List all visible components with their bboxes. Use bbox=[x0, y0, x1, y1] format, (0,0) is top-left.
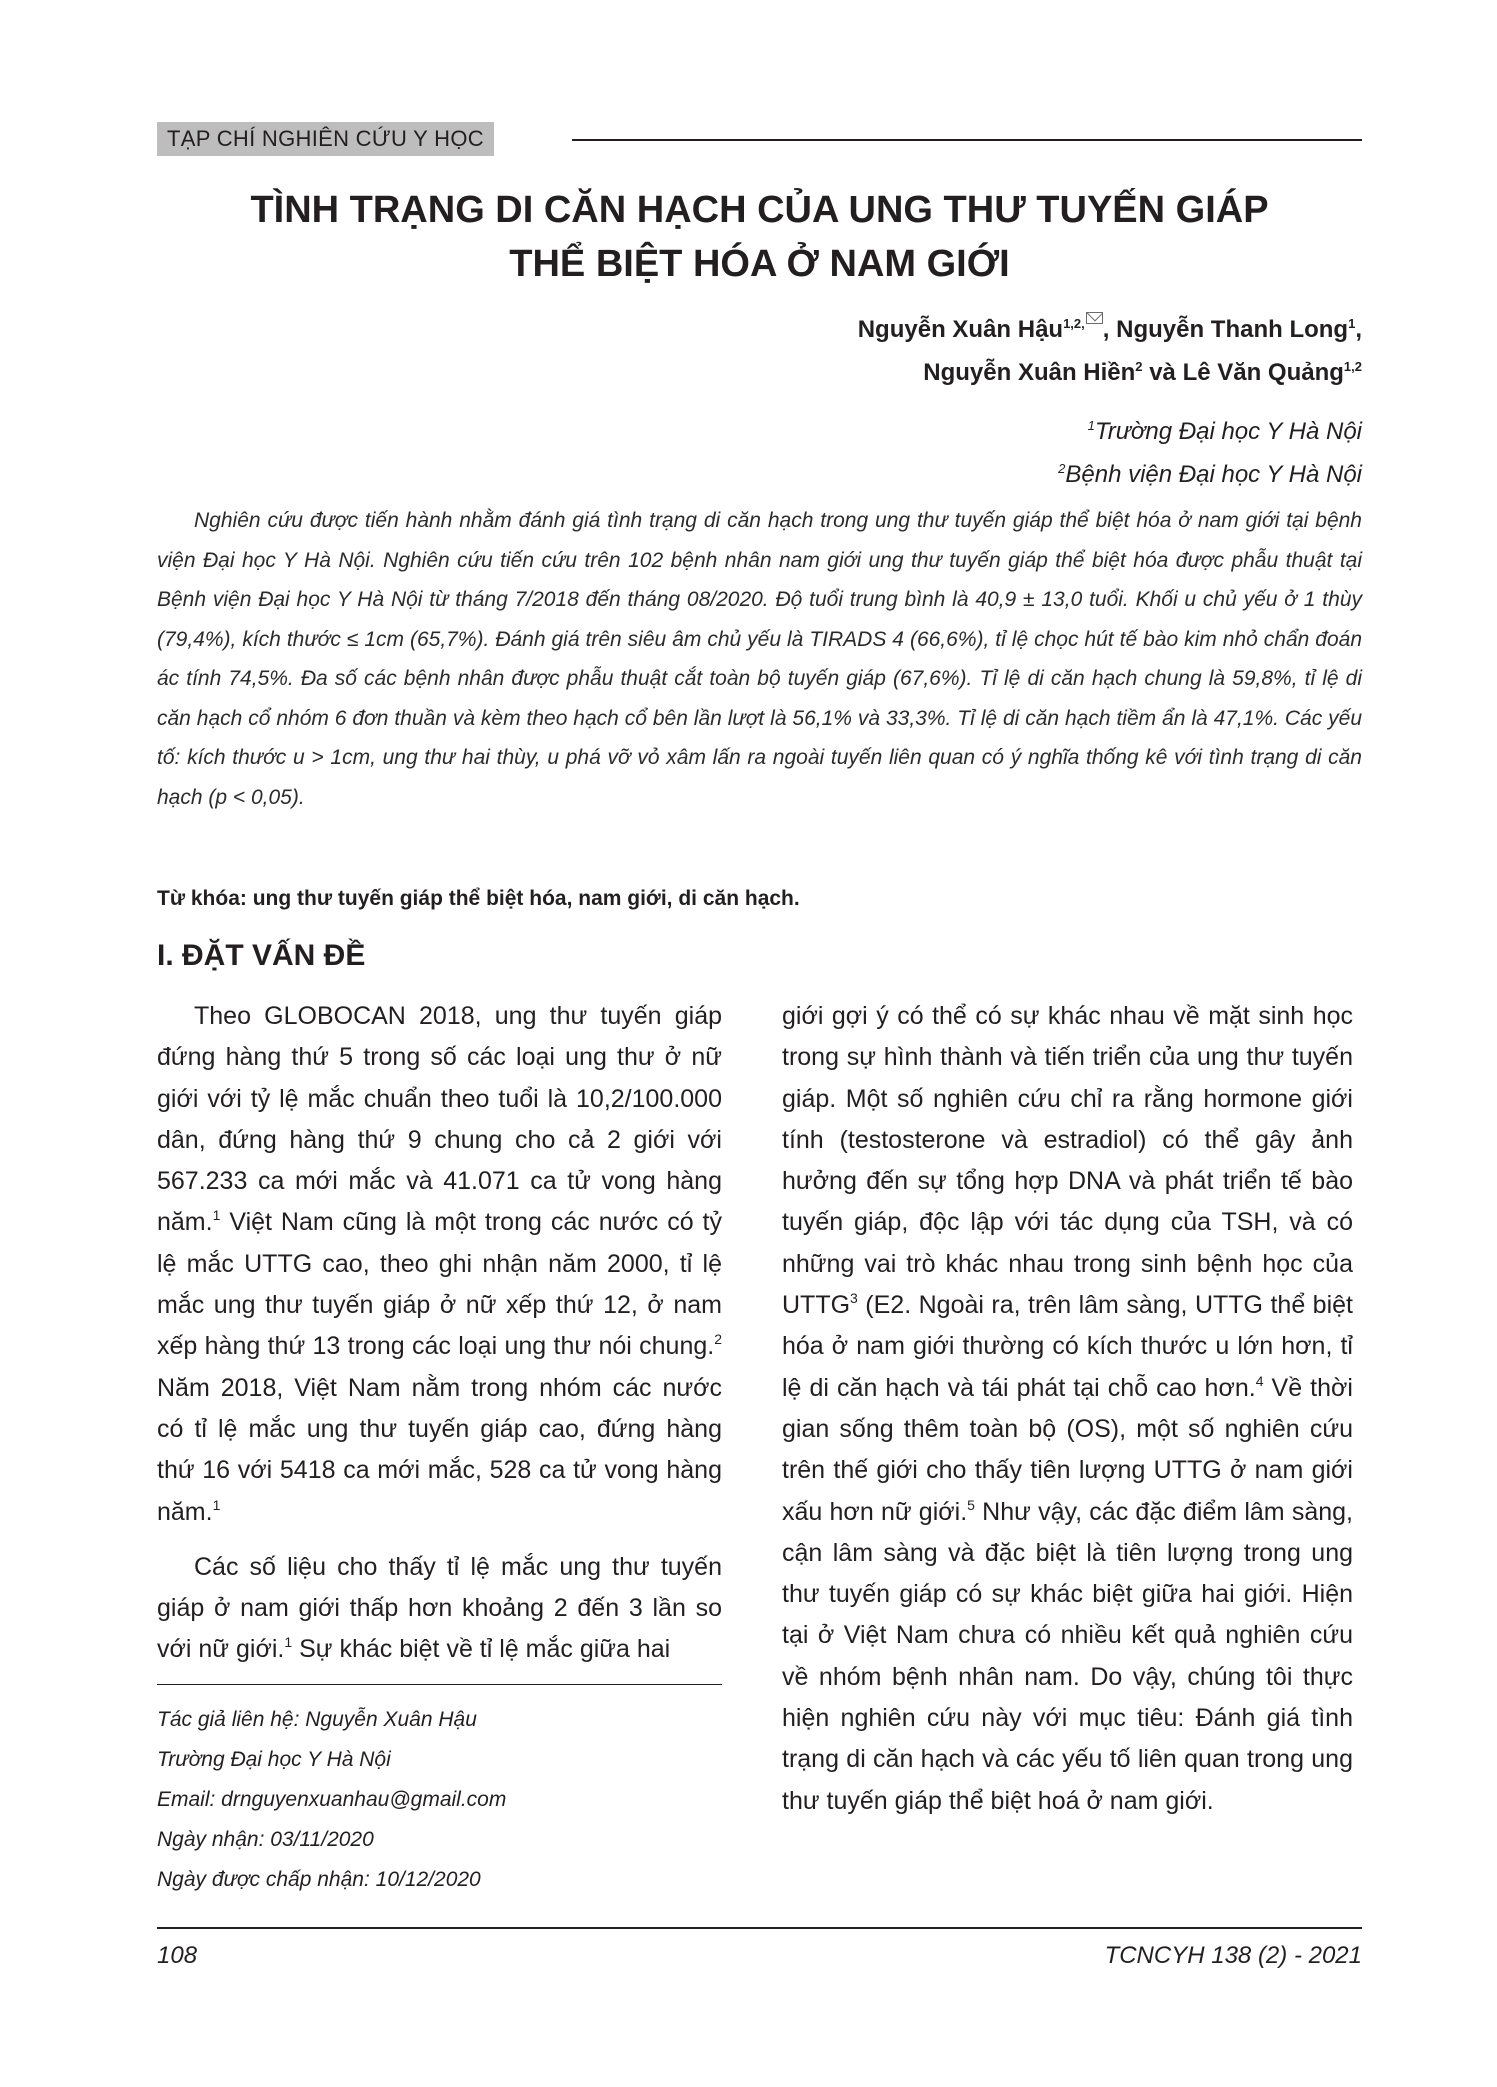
author-separator: và bbox=[1142, 359, 1183, 386]
author-line-2 bbox=[858, 351, 1362, 394]
author-name: Nguyễn Xuân Hiền bbox=[923, 359, 1136, 386]
corresponding-institution: Trường Đại học Y Hà Nội bbox=[157, 1748, 391, 1771]
affiliation-1: $^1$Trường Đại học Y Hà Nội bbox=[1087, 418, 1362, 445]
body-right-column bbox=[782, 996, 1353, 1822]
section-heading: I. ĐẶT VẤN ĐỀ bbox=[157, 939, 366, 972]
author-affil-sup: 2 bbox=[1135, 359, 1143, 374]
author-affil-sup: 1,2 bbox=[1343, 359, 1362, 374]
keywords: Từ khóa: ung thư tuyến giáp thể biệt hóa, nam giới, di căn hạch. bbox=[157, 887, 800, 910]
citation-ref: 5 bbox=[967, 1496, 975, 1513]
citation-ref: 2 bbox=[714, 1331, 722, 1348]
correspondence-footnote bbox=[157, 1700, 722, 1900]
body-paragraph: Các số liệu cho thấy tỉ lệ mắc ung thư tuyến giáp ở nam giới thấp hơn khoảng 2 đến 3 lần so với nữ giới.$^1$ Sự khác biệt về tỉ lệ mắc giữa hai bbox=[157, 1552, 722, 1664]
author-affil-sup: 1 bbox=[1348, 316, 1356, 331]
journal-issue: TCNCYH 138 (2) - 2021 bbox=[1104, 1942, 1362, 1969]
author-separator: , bbox=[1355, 316, 1362, 343]
author-name: Lê Văn Quảng bbox=[1182, 359, 1344, 386]
author-line-1 bbox=[858, 308, 1362, 351]
title-line-1: TÌNH TRẠNG DI CĂN HẠCH CỦA UNG THƯ TUYẾN GIÁP bbox=[250, 189, 1269, 231]
body-paragraph: Theo GLOBOCAN 2018, ung thư tuyến giáp đứng hàng thứ 5 trong số các loại ung thư ở nữ giới với tỷ lệ mắc chuẩn theo tuổi là 10,2/100.000 dân, đứng hàng thứ 9 chung cho cả 2 giới với 567.233 ca mới mắc và 41.071 ca tử vong hàng năm.$^1$ Việt Nam cũng là một trong các nước có tỷ lệ mắc UTTG cao, theo ghi nhận năm 2000, tỉ lệ mắc ung thư tuyến giáp ở nữ xếp thứ 12, ở nam xếp hàng thứ 13 trong các loại ung thư nói chung.$^2$ Năm 2018, Việt Nam nằm trong nhóm các nước có tỉ lệ mắc ung thư tuyến giáp cao, đứng hàng thứ 16 với 5418 ca mới mắc, 528 ca tử vong hàng năm.$^1$ bbox=[157, 1002, 722, 1526]
author-name: Nguyễn Xuân Hậu bbox=[857, 316, 1064, 343]
page-number: 108 bbox=[157, 1942, 198, 1969]
citation-ref: 1 bbox=[212, 1207, 221, 1224]
title-line-2: THỂ BIỆT HÓA Ở NAM GIỚI bbox=[509, 243, 1010, 285]
abstract: Nghiên cứu được tiến hành nhằm đánh giá tình trạng di căn hạch trong ung thư tuyến giáp thể biệt hóa ở nam giới tại bệnh viện Đại học Y Hà Nội. Nghiên cứu tiến cứu trên 102 bệnh nhân nam giới ung thư tuyến giáp thể biệt hóa được phẫu thuật tại Bệnh viện Đại học Y Hà Nội từ tháng 7/2018 đến tháng 08/2020. Độ tuổi trung bình là 40,9 ± 13,0 tuổi. Khối u chủ yếu ở 1 thùy (79,4%), kích thước ≤ 1cm (65,7%). Đánh giá trên siêu âm chủ yếu là TIRADS 4 (66,6%), tỉ lệ chọc hút tế bào kim nhỏ chẩn đoán ác tính 74,5%. Đa số các bệnh nhân được phẫu thuật cắt toàn bộ tuyến giáp (67,6%). Tỉ lệ di căn hạch chung là 59,8%, tỉ lệ di căn hạch cổ nhóm 6 đơn thuần và kèm theo hạch cổ bên lần lượt là 56,1% và 33,3%. Tỉ lệ di căn hạch tiềm ẩn là 47,1%. Các yếu tố: kích thước u > 1cm, ung thư hai thùy, u phá vỡ vỏ xâm lấn ra ngoài tuyến liên quan có ý nghĩa thống kê với tình trạng di căn hạch (p < 0,05). bbox=[157, 509, 1362, 809]
citation-ref: 1 bbox=[212, 1496, 221, 1513]
header-rule bbox=[572, 139, 1362, 141]
footer-rule bbox=[157, 1927, 1362, 1929]
author-name: Nguyễn Thanh Long bbox=[1116, 316, 1349, 343]
corresponding-email: Email: drnguyenxuanhau@gmail.com bbox=[157, 1788, 507, 1811]
citation-ref: 3 bbox=[850, 1290, 858, 1307]
received-date: Ngày nhận: 03/11/2020 bbox=[157, 1828, 374, 1851]
affiliation-2: $^2$Bệnh viện Đại học Y Hà Nội bbox=[1058, 461, 1362, 488]
affiliation-list bbox=[1058, 410, 1362, 496]
journal-name: TẠP CHÍ NGHIÊN CỨU Y HỌC bbox=[157, 122, 494, 156]
article-title bbox=[157, 183, 1362, 291]
envelope-icon bbox=[1086, 312, 1103, 324]
body-left-column bbox=[157, 996, 722, 1685]
citation-ref: 4 bbox=[1255, 1372, 1264, 1389]
corresponding-author: Tác giả liên hệ: Nguyễn Xuân Hậu bbox=[157, 1708, 477, 1731]
footnote-rule bbox=[157, 1684, 722, 1685]
accepted-date: Ngày được chấp nhận: 10/12/2020 bbox=[157, 1868, 481, 1891]
journal-header bbox=[157, 122, 1362, 156]
author-affil-sup: 1,2, bbox=[1063, 316, 1085, 331]
author-separator: , bbox=[1102, 316, 1117, 343]
citation-ref: 1 bbox=[284, 1634, 293, 1651]
author-list bbox=[858, 308, 1362, 394]
body-paragraph: giới gợi ý có thể có sự khác nhau về mặt sinh học trong sự hình thành và tiến triển của ung thư tuyến giáp. Một số nghiên cứu chỉ ra rằng hormone giới tính (testosterone và estradiol) có thể gây ảnh hưởng đến sự tổng hợp DNA và phát triển tế bào tuyến giáp, độc lập với tác dụng của TSH, và có những vai trò khác nhau trong sinh bệnh học của UTTG$^3$ (E2. Ngoài ra, trên lâm sàng, UTTG thể biệt hóa ở nam giới thường có kích thước u lớn hơn, tỉ lệ di căn hạch và tái phát tại chỗ cao hơn.$^4$ Về thời gian sống thêm toàn bộ (OS), một số nghiên cứu trên thế giới cho thấy tiên lượng UTTG ở nam giới xấu hơn nữ giới.$^5$ Như vậy, các đặc điểm lâm sàng, cận lâm sàng và đặc biệt là tiên lượng trong ung thư tuyến giáp có sự khác biệt giữa hai giới. Hiện tại ở Việt Nam chưa có nhiều kết quả nghiên cứu về nhóm bệnh nhân nam. Do vậy, chúng tôi thực hiện nghiên cứu này với mục tiêu: Đánh giá tình trạng di căn hạch và các yếu tố liên quan trong ung thư tuyến giáp thể biệt hoá ở nam giới. bbox=[782, 1002, 1353, 1815]
